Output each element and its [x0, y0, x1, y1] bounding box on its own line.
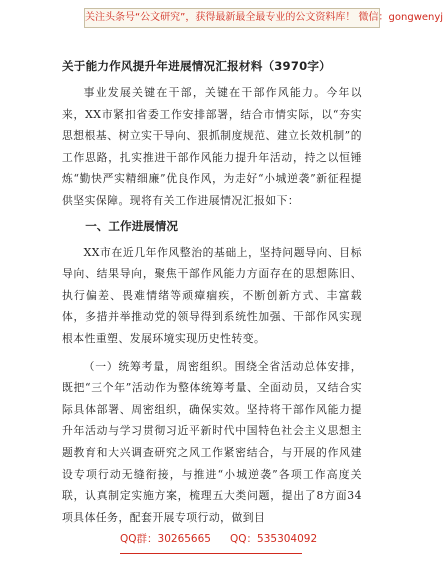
document-body — [62, 58, 362, 534]
document-title: 关于能力作风提升年进展情况汇报材料（3970字） — [62, 59, 331, 73]
section-paragraph-1: XX市在近几年作风整治的基础上，坚持问题导向、目标导向、结果导向，聚焦干部作风能力方面存在的思想陈旧、执行偏差、畏难情绪等顽瘴痼疾，不断创新方式、丰富载体，多措并举推动党的领导得到系统性加强、干部作风实现根本性重塑、发展环境实现历史性转变。 — [62, 245, 362, 345]
intro-paragraph: 事业发展关键在干部，关键在干部作风能力。今年以来，XX市紧扣省委工作安排部署，结合市情实际，以“夯实思想根基、树立实干导向、狠抓制度规范、建立长效机制”的工作思路，扎实推进干部作风能力提升年活动，持之以恒锤炼“勤快严实精细廉”优良作风，为走好“小城逆袭”新征程提供坚实保障。现将有关工作进展情况汇报如下： — [62, 86, 362, 207]
section-heading: 一、工作进展情况 — [85, 218, 178, 233]
footer-underline — [120, 553, 302, 554]
section-paragraph-2: （一）统筹考量，周密组织。围绕全省活动总体安排，既把“三个年”活动作为整体统筹考量、全面动员，又结合实际具体部署、周密组织，确保实效。坚持将干部作风能力提升年活动与学习贯彻习近平新时代中国特色社会主义思想主题教育和大兴调查研究之风工作紧密结合，与开展的作风建设专项行动无缝衔接，与推进“小城逆袭”各项工作高度关联，认真制定实施方案，梳理五大类问题，提出了8方面34项具体任务，配套开展专项行动，做到目 — [62, 359, 362, 524]
qq-contact-link[interactable]: QQ：535304092 — [230, 533, 318, 545]
qq-group-link[interactable]: QQ群：30265665 — [120, 533, 211, 545]
footer-contact — [0, 530, 408, 548]
header-banner: 关注头条号“公文研究”，获得最新最全最专业的公文资料库！ 微信：gongwenyj — [84, 8, 380, 28]
